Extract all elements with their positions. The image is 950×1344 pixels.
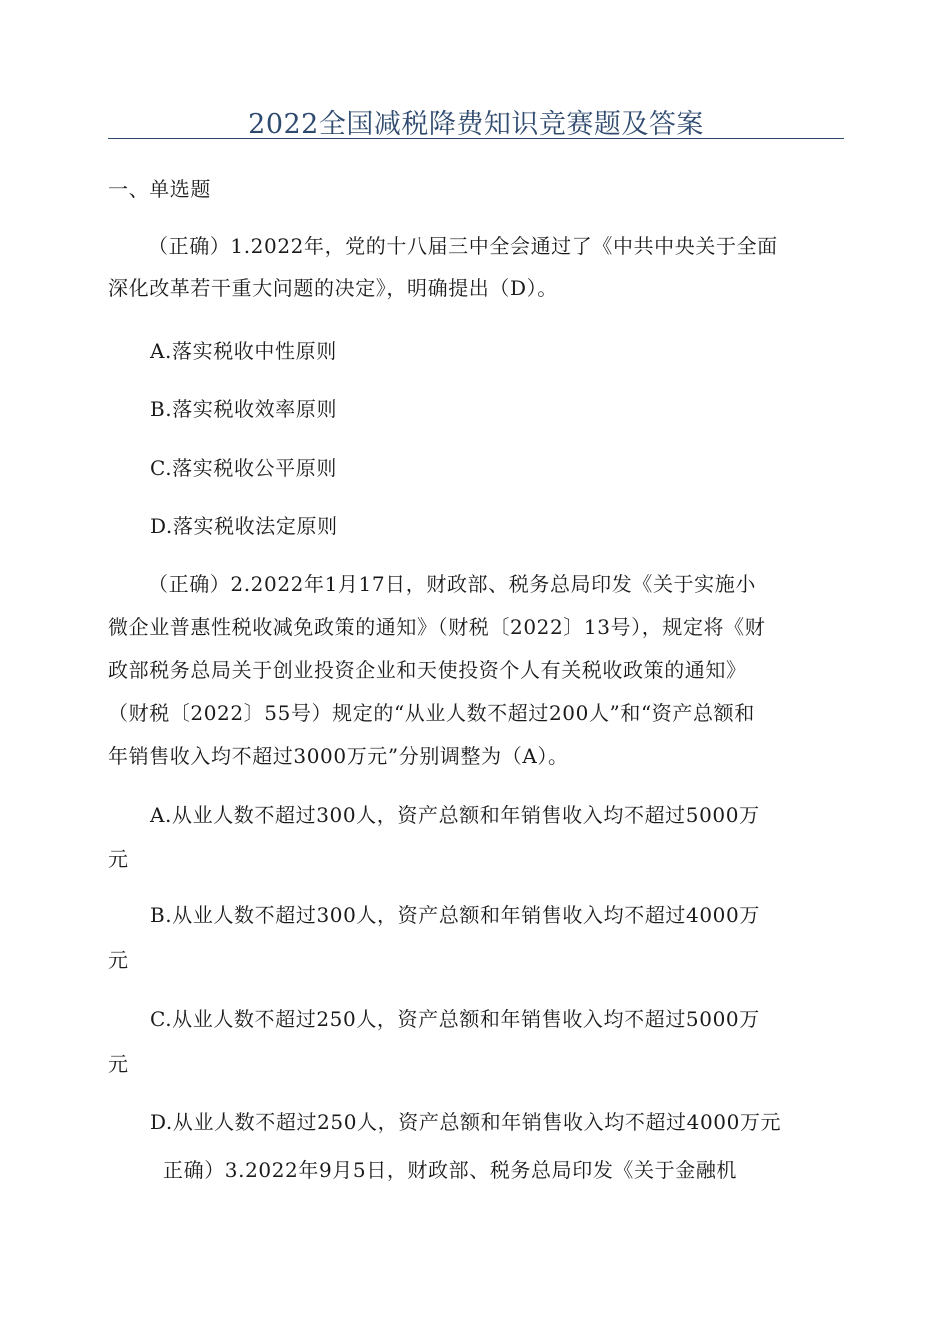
question-2-line-2: 微企业普惠性税收减免政策的通知》（财税〔2022〕13号），规定将《财 bbox=[108, 615, 766, 639]
document-title: 2022全国减税降费知识竞赛题及答案 bbox=[248, 109, 704, 140]
question-1-option-b: B.落实税收效率原则 bbox=[150, 397, 338, 421]
question-2-option-c: C.从业人数不超过250人，资产总额和年销售收入均不超过5000万 bbox=[150, 1007, 760, 1031]
question-2-line-3: 政部税务总局关于创业投资企业和天使投资个人有关税收政策的通知》 bbox=[108, 658, 747, 682]
question-2-option-b: B.从业人数不超过300人，资产总额和年销售收入均不超过4000万 bbox=[150, 903, 760, 927]
question-2-option-c-cont: 元 bbox=[108, 1052, 129, 1076]
question-1-option-d: D.落实税收法定原则 bbox=[150, 514, 338, 538]
question-2-option-a-cont: 元 bbox=[108, 847, 129, 871]
question-2-option-a: A.从业人数不超过300人，资产总额和年销售收入均不超过5000万 bbox=[150, 803, 760, 827]
question-2-line-1: （正确）2.2022年1月17日，财政部、税务总局印发《关于实施小 bbox=[148, 572, 756, 596]
question-1-line-2: 深化改革若干重大问题的决定》，明确提出（D）。 bbox=[108, 276, 558, 300]
question-3-line-1: 正确）3.2022年9月5日，财政部、税务总局印发《关于金融机 bbox=[163, 1158, 738, 1182]
title-underline bbox=[108, 138, 844, 139]
question-2-option-d: D.从业人数不超过250人，资产总额和年销售收入均不超过4000万元 bbox=[150, 1110, 782, 1134]
question-2-line-5: 年销售收入均不超过3000万元”分别调整为（A）。 bbox=[108, 744, 569, 768]
section-heading: 一、单选题 bbox=[108, 177, 211, 201]
question-2-line-4: （财税〔2022〕55号）规定的“从业人数不超过200人”和“资产总额和 bbox=[108, 701, 755, 725]
question-1-line-1: （正确）1.2022年，党的十八届三中全会通过了《中共中央关于全面 bbox=[148, 234, 778, 258]
question-2-option-b-cont: 元 bbox=[108, 948, 129, 972]
question-1-option-a: A.落实税收中性原则 bbox=[150, 339, 337, 363]
question-1-option-c: C.落实税收公平原则 bbox=[150, 456, 337, 480]
